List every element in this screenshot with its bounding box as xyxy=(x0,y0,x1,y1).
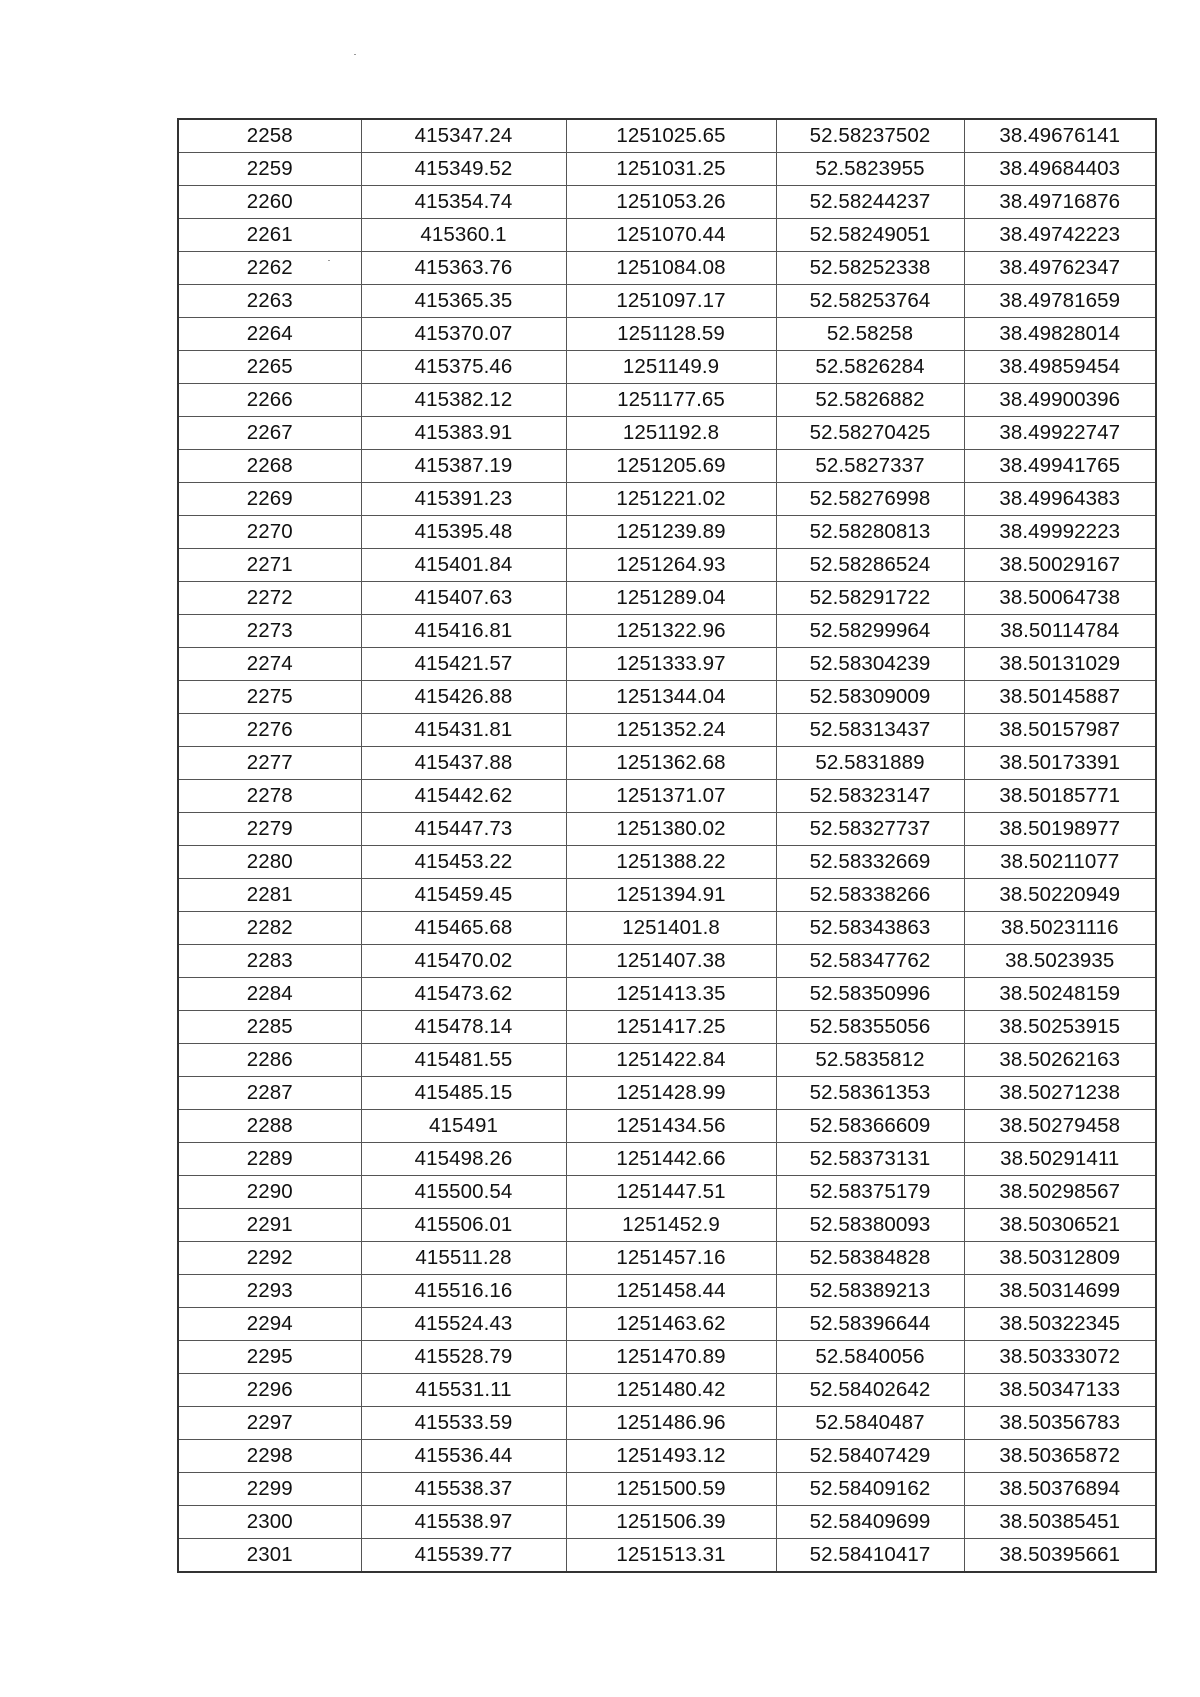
point-number-cell: 2291 xyxy=(178,1209,361,1242)
easting-cell: 415391.23 xyxy=(361,483,566,516)
latitude-cell: 52.58409162 xyxy=(776,1473,964,1506)
longitude-cell: 38.49828014 xyxy=(964,318,1156,351)
point-number-cell: 2284 xyxy=(178,978,361,1011)
point-number-cell: 2262 xyxy=(178,252,361,285)
point-number-cell: 2261 xyxy=(178,219,361,252)
table-row xyxy=(178,153,1156,186)
point-number-cell: 2297 xyxy=(178,1407,361,1440)
table-row xyxy=(178,1407,1156,1440)
northing-cell: 1251457.16 xyxy=(566,1242,776,1275)
table-row xyxy=(178,1110,1156,1143)
easting-cell: 415431.81 xyxy=(361,714,566,747)
longitude-cell: 38.50253915 xyxy=(964,1011,1156,1044)
easting-cell: 415478.14 xyxy=(361,1011,566,1044)
northing-cell: 1251149.9 xyxy=(566,351,776,384)
northing-cell: 1251192.8 xyxy=(566,417,776,450)
longitude-cell: 38.49762347 xyxy=(964,252,1156,285)
easting-cell: 415370.07 xyxy=(361,318,566,351)
longitude-cell: 38.50262163 xyxy=(964,1044,1156,1077)
easting-cell: 415437.88 xyxy=(361,747,566,780)
easting-cell: 415500.54 xyxy=(361,1176,566,1209)
table-row xyxy=(178,1275,1156,1308)
latitude-cell: 52.58244237 xyxy=(776,186,964,219)
northing-cell: 1251053.26 xyxy=(566,186,776,219)
latitude-cell: 52.58276998 xyxy=(776,483,964,516)
northing-cell: 1251407.38 xyxy=(566,945,776,978)
point-number-cell: 2278 xyxy=(178,780,361,813)
latitude-cell: 52.58402642 xyxy=(776,1374,964,1407)
northing-cell: 1251031.25 xyxy=(566,153,776,186)
point-number-cell: 2286 xyxy=(178,1044,361,1077)
table-row xyxy=(178,252,1156,285)
table-row xyxy=(178,978,1156,1011)
northing-cell: 1251442.66 xyxy=(566,1143,776,1176)
northing-cell: 1251447.51 xyxy=(566,1176,776,1209)
point-number-cell: 2269 xyxy=(178,483,361,516)
point-number-cell: 2265 xyxy=(178,351,361,384)
northing-cell: 1251486.96 xyxy=(566,1407,776,1440)
easting-cell: 415528.79 xyxy=(361,1341,566,1374)
longitude-cell: 38.50314699 xyxy=(964,1275,1156,1308)
point-number-cell: 2290 xyxy=(178,1176,361,1209)
northing-cell: 1251344.04 xyxy=(566,681,776,714)
northing-cell: 1251506.39 xyxy=(566,1506,776,1539)
easting-cell: 415485.15 xyxy=(361,1077,566,1110)
longitude-cell: 38.50211077 xyxy=(964,846,1156,879)
point-number-cell: 2258 xyxy=(178,119,361,153)
point-number-cell: 2294 xyxy=(178,1308,361,1341)
northing-cell: 1251500.59 xyxy=(566,1473,776,1506)
easting-cell: 415375.46 xyxy=(361,351,566,384)
point-number-cell: 2295 xyxy=(178,1341,361,1374)
northing-cell: 1251388.22 xyxy=(566,846,776,879)
table-row xyxy=(178,1539,1156,1573)
table-row xyxy=(178,549,1156,582)
table-row xyxy=(178,318,1156,351)
northing-cell: 1251380.02 xyxy=(566,813,776,846)
easting-cell: 415481.55 xyxy=(361,1044,566,1077)
northing-cell: 1251452.9 xyxy=(566,1209,776,1242)
latitude-cell: 52.58375179 xyxy=(776,1176,964,1209)
longitude-cell: 38.50347133 xyxy=(964,1374,1156,1407)
latitude-cell: 52.58291722 xyxy=(776,582,964,615)
latitude-cell: 52.58332669 xyxy=(776,846,964,879)
table-row xyxy=(178,1143,1156,1176)
easting-cell: 415539.77 xyxy=(361,1539,566,1573)
longitude-cell: 38.50220949 xyxy=(964,879,1156,912)
table-row xyxy=(178,1011,1156,1044)
northing-cell: 1251221.02 xyxy=(566,483,776,516)
northing-cell: 1251025.65 xyxy=(566,119,776,153)
table-row xyxy=(178,714,1156,747)
longitude-cell: 38.50173391 xyxy=(964,747,1156,780)
latitude-cell: 52.58350996 xyxy=(776,978,964,1011)
northing-cell: 1251352.24 xyxy=(566,714,776,747)
table-row xyxy=(178,912,1156,945)
latitude-cell: 52.58407429 xyxy=(776,1440,964,1473)
table-row xyxy=(178,516,1156,549)
easting-cell: 415447.73 xyxy=(361,813,566,846)
northing-cell: 1251371.07 xyxy=(566,780,776,813)
point-number-cell: 2287 xyxy=(178,1077,361,1110)
table-row xyxy=(178,747,1156,780)
northing-cell: 1251428.99 xyxy=(566,1077,776,1110)
table-row xyxy=(178,417,1156,450)
point-number-cell: 2281 xyxy=(178,879,361,912)
latitude-cell: 52.58366609 xyxy=(776,1110,964,1143)
longitude-cell: 38.50279458 xyxy=(964,1110,1156,1143)
point-number-cell: 2271 xyxy=(178,549,361,582)
table-row xyxy=(178,681,1156,714)
longitude-cell: 38.49900396 xyxy=(964,384,1156,417)
latitude-cell: 52.58252338 xyxy=(776,252,964,285)
northing-cell: 1251084.08 xyxy=(566,252,776,285)
point-number-cell: 2267 xyxy=(178,417,361,450)
table-row xyxy=(178,384,1156,417)
easting-cell: 415538.37 xyxy=(361,1473,566,1506)
longitude-cell: 38.50322345 xyxy=(964,1308,1156,1341)
northing-cell: 1251070.44 xyxy=(566,219,776,252)
northing-cell: 1251333.97 xyxy=(566,648,776,681)
longitude-cell: 38.49716876 xyxy=(964,186,1156,219)
table-row xyxy=(178,450,1156,483)
point-number-cell: 2293 xyxy=(178,1275,361,1308)
point-number-cell: 2299 xyxy=(178,1473,361,1506)
easting-cell: 415453.22 xyxy=(361,846,566,879)
latitude-cell: 52.58355056 xyxy=(776,1011,964,1044)
table-row xyxy=(178,1242,1156,1275)
northing-cell: 1251434.56 xyxy=(566,1110,776,1143)
table-row xyxy=(178,615,1156,648)
northing-cell: 1251422.84 xyxy=(566,1044,776,1077)
northing-cell: 1251493.12 xyxy=(566,1440,776,1473)
easting-cell: 415383.91 xyxy=(361,417,566,450)
latitude-cell: 52.58343863 xyxy=(776,912,964,945)
easting-cell: 415426.88 xyxy=(361,681,566,714)
longitude-cell: 38.50131029 xyxy=(964,648,1156,681)
easting-cell: 415395.48 xyxy=(361,516,566,549)
table-row xyxy=(178,186,1156,219)
point-number-cell: 2263 xyxy=(178,285,361,318)
table-row xyxy=(178,582,1156,615)
point-number-cell: 2301 xyxy=(178,1539,361,1573)
easting-cell: 415538.97 xyxy=(361,1506,566,1539)
easting-cell: 415536.44 xyxy=(361,1440,566,1473)
easting-cell: 415442.62 xyxy=(361,780,566,813)
easting-cell: 415387.19 xyxy=(361,450,566,483)
longitude-cell: 38.50376894 xyxy=(964,1473,1156,1506)
coordinates-table xyxy=(177,118,1157,1573)
point-number-cell: 2296 xyxy=(178,1374,361,1407)
easting-cell: 415365.35 xyxy=(361,285,566,318)
easting-cell: 415491 xyxy=(361,1110,566,1143)
northing-cell: 1251470.89 xyxy=(566,1341,776,1374)
longitude-cell: 38.49781659 xyxy=(964,285,1156,318)
point-number-cell: 2289 xyxy=(178,1143,361,1176)
latitude-cell: 52.58237502 xyxy=(776,119,964,153)
northing-cell: 1251128.59 xyxy=(566,318,776,351)
longitude-cell: 38.49684403 xyxy=(964,153,1156,186)
northing-cell: 1251417.25 xyxy=(566,1011,776,1044)
table-row xyxy=(178,1077,1156,1110)
northing-cell: 1251177.65 xyxy=(566,384,776,417)
northing-cell: 1251205.69 xyxy=(566,450,776,483)
northing-cell: 1251264.93 xyxy=(566,549,776,582)
latitude-cell: 52.58373131 xyxy=(776,1143,964,1176)
easting-cell: 415470.02 xyxy=(361,945,566,978)
northing-cell: 1251394.91 xyxy=(566,879,776,912)
table-row xyxy=(178,1374,1156,1407)
table-row xyxy=(178,879,1156,912)
latitude-cell: 52.58309009 xyxy=(776,681,964,714)
scan-speck xyxy=(354,54,356,55)
longitude-cell: 38.50298567 xyxy=(964,1176,1156,1209)
easting-cell: 415465.68 xyxy=(361,912,566,945)
table-row xyxy=(178,780,1156,813)
latitude-cell: 52.5840487 xyxy=(776,1407,964,1440)
easting-cell: 415407.63 xyxy=(361,582,566,615)
longitude-cell: 38.50145887 xyxy=(964,681,1156,714)
point-number-cell: 2274 xyxy=(178,648,361,681)
point-number-cell: 2266 xyxy=(178,384,361,417)
northing-cell: 1251239.89 xyxy=(566,516,776,549)
longitude-cell: 38.50395661 xyxy=(964,1539,1156,1573)
latitude-cell: 52.58338266 xyxy=(776,879,964,912)
longitude-cell: 38.50271238 xyxy=(964,1077,1156,1110)
latitude-cell: 52.58304239 xyxy=(776,648,964,681)
latitude-cell: 52.58389213 xyxy=(776,1275,964,1308)
point-number-cell: 2292 xyxy=(178,1242,361,1275)
latitude-cell: 52.58299964 xyxy=(776,615,964,648)
point-number-cell: 2280 xyxy=(178,846,361,879)
point-number-cell: 2260 xyxy=(178,186,361,219)
easting-cell: 415416.81 xyxy=(361,615,566,648)
latitude-cell: 52.58249051 xyxy=(776,219,964,252)
point-number-cell: 2273 xyxy=(178,615,361,648)
longitude-cell: 38.50291411 xyxy=(964,1143,1156,1176)
point-number-cell: 2264 xyxy=(178,318,361,351)
latitude-cell: 52.58286524 xyxy=(776,549,964,582)
latitude-cell: 52.5840056 xyxy=(776,1341,964,1374)
latitude-cell: 52.58380093 xyxy=(776,1209,964,1242)
northing-cell: 1251289.04 xyxy=(566,582,776,615)
easting-cell: 415363.76 xyxy=(361,252,566,285)
coordinates-table-body xyxy=(178,119,1156,1572)
latitude-cell: 52.58258 xyxy=(776,318,964,351)
longitude-cell: 38.49859454 xyxy=(964,351,1156,384)
northing-cell: 1251362.68 xyxy=(566,747,776,780)
latitude-cell: 52.58253764 xyxy=(776,285,964,318)
latitude-cell: 52.58323147 xyxy=(776,780,964,813)
easting-cell: 415349.52 xyxy=(361,153,566,186)
table-row xyxy=(178,846,1156,879)
table-row xyxy=(178,351,1156,384)
table-row xyxy=(178,1176,1156,1209)
table-row xyxy=(178,1506,1156,1539)
easting-cell: 415524.43 xyxy=(361,1308,566,1341)
longitude-cell: 38.50231116 xyxy=(964,912,1156,945)
latitude-cell: 52.58327737 xyxy=(776,813,964,846)
latitude-cell: 52.58396644 xyxy=(776,1308,964,1341)
longitude-cell: 38.50306521 xyxy=(964,1209,1156,1242)
longitude-cell: 38.49742223 xyxy=(964,219,1156,252)
longitude-cell: 38.50185771 xyxy=(964,780,1156,813)
easting-cell: 415531.11 xyxy=(361,1374,566,1407)
latitude-cell: 52.5826882 xyxy=(776,384,964,417)
easting-cell: 415360.1 xyxy=(361,219,566,252)
latitude-cell: 52.58347762 xyxy=(776,945,964,978)
latitude-cell: 52.5826284 xyxy=(776,351,964,384)
point-number-cell: 2277 xyxy=(178,747,361,780)
latitude-cell: 52.58270425 xyxy=(776,417,964,450)
easting-cell: 415516.16 xyxy=(361,1275,566,1308)
point-number-cell: 2279 xyxy=(178,813,361,846)
table-row xyxy=(178,1209,1156,1242)
latitude-cell: 52.58313437 xyxy=(776,714,964,747)
longitude-cell: 38.50248159 xyxy=(964,978,1156,1011)
longitude-cell: 38.49676141 xyxy=(964,119,1156,153)
longitude-cell: 38.50114784 xyxy=(964,615,1156,648)
northing-cell: 1251401.8 xyxy=(566,912,776,945)
point-number-cell: 2275 xyxy=(178,681,361,714)
point-number-cell: 2285 xyxy=(178,1011,361,1044)
point-number-cell: 2270 xyxy=(178,516,361,549)
longitude-cell: 38.50385451 xyxy=(964,1506,1156,1539)
point-number-cell: 2300 xyxy=(178,1506,361,1539)
point-number-cell: 2268 xyxy=(178,450,361,483)
longitude-cell: 38.50029167 xyxy=(964,549,1156,582)
table-row xyxy=(178,483,1156,516)
northing-cell: 1251463.62 xyxy=(566,1308,776,1341)
point-number-cell: 2282 xyxy=(178,912,361,945)
easting-cell: 415533.59 xyxy=(361,1407,566,1440)
longitude-cell: 38.50333072 xyxy=(964,1341,1156,1374)
northing-cell: 1251413.35 xyxy=(566,978,776,1011)
table-row xyxy=(178,1044,1156,1077)
point-number-cell: 2283 xyxy=(178,945,361,978)
point-number-cell: 2272 xyxy=(178,582,361,615)
table-row xyxy=(178,219,1156,252)
easting-cell: 415401.84 xyxy=(361,549,566,582)
longitude-cell: 38.50356783 xyxy=(964,1407,1156,1440)
northing-cell: 1251322.96 xyxy=(566,615,776,648)
northing-cell: 1251480.42 xyxy=(566,1374,776,1407)
latitude-cell: 52.58361353 xyxy=(776,1077,964,1110)
latitude-cell: 52.58409699 xyxy=(776,1506,964,1539)
easting-cell: 415498.26 xyxy=(361,1143,566,1176)
latitude-cell: 52.5835812 xyxy=(776,1044,964,1077)
longitude-cell: 38.49992223 xyxy=(964,516,1156,549)
easting-cell: 415459.45 xyxy=(361,879,566,912)
table-row xyxy=(178,1308,1156,1341)
easting-cell: 415511.28 xyxy=(361,1242,566,1275)
longitude-cell: 38.49941765 xyxy=(964,450,1156,483)
longitude-cell: 38.50064738 xyxy=(964,582,1156,615)
latitude-cell: 52.5827337 xyxy=(776,450,964,483)
table-row xyxy=(178,119,1156,153)
longitude-cell: 38.50365872 xyxy=(964,1440,1156,1473)
easting-cell: 415382.12 xyxy=(361,384,566,417)
latitude-cell: 52.58280813 xyxy=(776,516,964,549)
table-row xyxy=(178,1473,1156,1506)
table-row xyxy=(178,945,1156,978)
easting-cell: 415473.62 xyxy=(361,978,566,1011)
table-row xyxy=(178,1440,1156,1473)
point-number-cell: 2259 xyxy=(178,153,361,186)
latitude-cell: 52.58384828 xyxy=(776,1242,964,1275)
latitude-cell: 52.5831889 xyxy=(776,747,964,780)
latitude-cell: 52.58410417 xyxy=(776,1539,964,1573)
point-number-cell: 2276 xyxy=(178,714,361,747)
table-row xyxy=(178,648,1156,681)
latitude-cell: 52.5823955 xyxy=(776,153,964,186)
northing-cell: 1251513.31 xyxy=(566,1539,776,1573)
easting-cell: 415506.01 xyxy=(361,1209,566,1242)
point-number-cell: 2288 xyxy=(178,1110,361,1143)
longitude-cell: 38.49964383 xyxy=(964,483,1156,516)
table-row xyxy=(178,285,1156,318)
easting-cell: 415354.74 xyxy=(361,186,566,219)
northing-cell: 1251458.44 xyxy=(566,1275,776,1308)
longitude-cell: 38.5023935 xyxy=(964,945,1156,978)
easting-cell: 415347.24 xyxy=(361,119,566,153)
longitude-cell: 38.50312809 xyxy=(964,1242,1156,1275)
longitude-cell: 38.49922747 xyxy=(964,417,1156,450)
longitude-cell: 38.50198977 xyxy=(964,813,1156,846)
table-row xyxy=(178,813,1156,846)
point-number-cell: 2298 xyxy=(178,1440,361,1473)
longitude-cell: 38.50157987 xyxy=(964,714,1156,747)
northing-cell: 1251097.17 xyxy=(566,285,776,318)
easting-cell: 415421.57 xyxy=(361,648,566,681)
table-row xyxy=(178,1341,1156,1374)
